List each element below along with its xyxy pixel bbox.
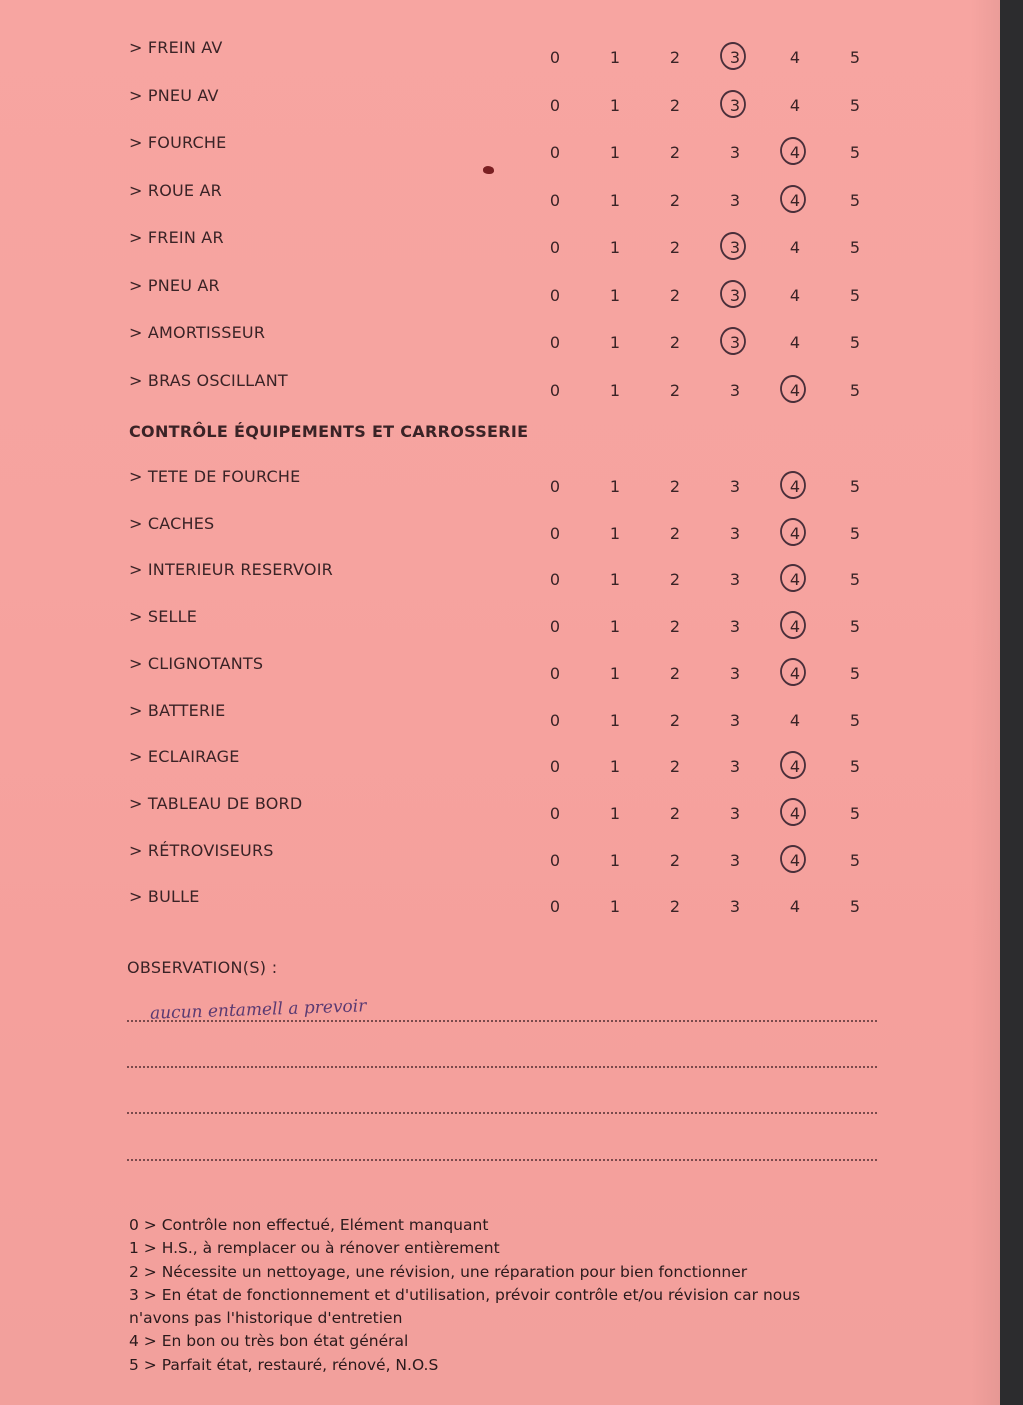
score-option: 3: [723, 94, 747, 118]
score-option: 2: [669, 48, 681, 67]
score-option: 0: [549, 897, 561, 917]
legend-line: 5 > Parfait état, restauré, rénové, N.O.S: [129, 1355, 439, 1374]
score-option: 4: [789, 95, 801, 115]
score-option: 5: [849, 617, 861, 637]
score-option: 1: [609, 143, 621, 162]
selected-score-circle: [718, 230, 747, 261]
score-option: 1: [609, 523, 621, 543]
checklist-item-label: > PNEU AV: [129, 85, 219, 105]
score-option: 0: [549, 570, 561, 590]
score-option: 2: [669, 95, 681, 115]
score-option: 5: [849, 570, 861, 590]
score-option: 0: [549, 238, 561, 257]
checklist-row: [0, 654, 1000, 686]
checklist-row: [0, 747, 1000, 779]
checklist-row: [0, 841, 1000, 873]
score-option: 0: [549, 95, 561, 115]
score-option: 2: [669, 143, 681, 162]
score-option: 4: [783, 522, 807, 546]
score-option: 4: [789, 333, 801, 352]
score-option: 3: [729, 897, 741, 917]
score-option: 4: [783, 475, 807, 499]
legend-line: 0 > Contrôle non effectué, Elément manquant: [129, 1216, 489, 1234]
score-option: 1: [609, 48, 621, 67]
selected-score-circle: [778, 563, 807, 594]
score-option: 2: [669, 617, 681, 637]
score-option: 2: [669, 757, 681, 777]
score-option: 5: [849, 710, 861, 730]
score-option: 0: [549, 523, 561, 543]
observations-handwritten-note: aucun entamell a prevoir: [149, 996, 367, 1024]
score-option: 4: [789, 48, 801, 67]
selected-score-circle: [778, 516, 807, 547]
score-option: 3: [729, 143, 741, 162]
score-option: 3: [723, 236, 747, 260]
score-option: 0: [549, 477, 561, 496]
score-option: 0: [549, 710, 561, 730]
score-option: 1: [609, 663, 621, 683]
score-option: 4: [783, 849, 807, 873]
score-option: 5: [849, 477, 861, 496]
score-option: 3: [729, 617, 741, 637]
score-option: 3: [729, 757, 741, 777]
checklist-row: [0, 514, 1000, 546]
score-option: 5: [849, 380, 861, 400]
score-option: 5: [849, 190, 861, 210]
score-option: 4: [783, 379, 807, 403]
checklist-row: [0, 276, 1000, 308]
score-option: 4: [789, 710, 801, 730]
score-option: 2: [669, 710, 681, 730]
score-option: 0: [549, 285, 561, 305]
checklist-item-label: > RÉTROVISEURS: [129, 840, 274, 860]
score-option: 2: [669, 190, 681, 210]
observation-line-3: [127, 1112, 877, 1114]
score-option: 5: [849, 285, 861, 305]
ink-stain: [483, 166, 494, 174]
checklist-item-label: > CACHES: [129, 513, 215, 533]
score-option: 1: [609, 850, 621, 870]
score-option: 4: [789, 285, 801, 305]
section-title: CONTRÔLE ÉQUIPEMENTS ET CARROSSERIE: [129, 422, 529, 441]
score-option: 2: [669, 285, 681, 305]
score-option: 5: [849, 663, 861, 683]
legend-line: 4 > En bon ou très bon état général: [129, 1332, 409, 1351]
checklist-row: [0, 560, 1000, 592]
score-option: 2: [669, 803, 681, 823]
selected-score-circle: [778, 135, 807, 166]
score-option: 5: [849, 850, 861, 870]
score-option: 4: [789, 897, 801, 917]
checklist-item-label: > FREIN AV: [129, 38, 223, 57]
score-option: 0: [549, 48, 561, 67]
checklist-item-label: > CLIGNOTANTS: [129, 653, 264, 673]
score-option: 3: [723, 284, 747, 308]
score-option: 2: [669, 333, 681, 352]
score-option: 1: [609, 477, 621, 496]
score-option: 1: [609, 285, 621, 305]
score-option: 3: [729, 570, 741, 590]
score-option: 3: [729, 710, 741, 730]
observation-line-1: [127, 1020, 877, 1022]
score-option: 0: [549, 143, 561, 162]
score-option: 0: [549, 803, 561, 823]
checklist-row: [0, 371, 1000, 403]
score-option: 1: [609, 570, 621, 590]
checklist-row: [0, 467, 1000, 499]
score-option: 5: [849, 333, 861, 352]
score-option: 5: [849, 95, 861, 115]
score-option: 3: [729, 850, 741, 870]
score-option: 1: [609, 757, 621, 777]
score-option: 2: [669, 570, 681, 590]
checklist-row: [0, 794, 1000, 826]
score-option: 3: [729, 523, 741, 543]
selected-score-circle: [718, 278, 747, 309]
legend-line: 3 > En état de fonctionnement et d'utilisation, prévoir contrôle et/ou révision car nous: [129, 1285, 801, 1304]
checklist-item-label: > INTERIEUR RESERVOIR: [129, 560, 333, 580]
score-option: 4: [783, 802, 807, 826]
score-option: 4: [789, 238, 801, 257]
checklist-item-label: > TETE DE FOURCHE: [129, 467, 301, 486]
page-edge-shadow: [970, 0, 1000, 1405]
score-option: 2: [669, 238, 681, 257]
score-option: 1: [609, 333, 621, 352]
score-option: 3: [729, 803, 741, 823]
legend-line: 1 > H.S., à remplacer ou à rénover entièrement: [129, 1239, 500, 1258]
selected-score-circle: [778, 796, 807, 827]
score-option: 5: [849, 757, 861, 777]
score-option: 0: [549, 663, 561, 683]
checklist-item-label: > BRAS OSCILLANT: [129, 370, 288, 390]
checklist-row: [0, 701, 1000, 733]
checklist-row: [0, 38, 1000, 70]
score-option: 0: [549, 617, 561, 637]
score-option: 4: [783, 755, 807, 779]
score-option: 1: [609, 95, 621, 115]
score-option: 1: [609, 803, 621, 823]
selected-score-circle: [778, 609, 807, 640]
checklist-item-label: > TABLEAU DE BORD: [129, 793, 303, 813]
score-option: 5: [849, 238, 861, 257]
score-option: 1: [609, 710, 621, 730]
checklist-row: [0, 228, 1000, 260]
score-option: 5: [849, 803, 861, 823]
score-option: 1: [609, 617, 621, 637]
score-option: 2: [669, 850, 681, 870]
selected-score-circle: [778, 469, 807, 500]
selected-score-circle: [778, 373, 807, 404]
score-option: 1: [609, 190, 621, 210]
checklist-item-label: > BULLE: [129, 887, 200, 907]
score-option: 2: [669, 897, 681, 917]
score-option: 4: [783, 189, 807, 213]
score-option: 5: [849, 523, 861, 543]
score-option: 5: [849, 897, 861, 917]
score-option: 0: [549, 190, 561, 210]
score-option: 1: [609, 380, 621, 400]
score-option: 2: [669, 663, 681, 683]
score-option: 5: [849, 48, 861, 67]
checklist-item-label: > SELLE: [129, 607, 198, 627]
score-option: 2: [669, 477, 681, 496]
checklist-item-label: > PNEU AR: [129, 275, 220, 295]
checklist-item-label: > BATTERIE: [129, 700, 226, 720]
score-option: 2: [669, 380, 681, 400]
checklist-item-label: > ECLAIRAGE: [129, 747, 240, 767]
observations-label: OBSERVATION(S) :: [127, 958, 278, 977]
checklist-row: [0, 323, 1000, 355]
rating-legend: [129, 1214, 869, 1377]
selected-score-circle: [778, 843, 807, 874]
score-option: 3: [729, 380, 741, 400]
checklist-item-label: > FREIN AR: [129, 228, 224, 247]
score-option: 3: [729, 190, 741, 210]
score-option: 0: [549, 850, 561, 870]
checklist-item-label: > FOURCHE: [129, 133, 227, 152]
score-option: 4: [783, 615, 807, 639]
selected-score-circle: [778, 750, 807, 781]
selected-score-circle: [718, 40, 747, 71]
selected-score-circle: [778, 656, 807, 687]
score-option: 2: [669, 523, 681, 543]
score-option: 0: [549, 333, 561, 352]
score-option: 3: [723, 46, 747, 70]
selected-score-circle: [778, 183, 807, 214]
score-option: 1: [609, 238, 621, 257]
legend-line: 2 > Nécessite un nettoyage, une révision, une réparation pour bien fonctionner: [129, 1262, 748, 1281]
observation-line-4: [127, 1159, 877, 1161]
score-option: 4: [783, 141, 807, 165]
score-option: 0: [549, 380, 561, 400]
score-option: 1: [609, 897, 621, 917]
legend-line: n'avons pas l'historique d'entretien: [129, 1309, 403, 1328]
score-option: 3: [729, 477, 741, 496]
checklist-row: [0, 86, 1000, 118]
checklist-item-label: > AMORTISSEUR: [129, 323, 266, 342]
score-option: 3: [723, 331, 747, 355]
score-option: 0: [549, 757, 561, 777]
score-option: 4: [783, 568, 807, 592]
selected-score-circle: [718, 325, 747, 356]
checklist-row: [0, 607, 1000, 639]
score-option: 4: [783, 662, 807, 686]
selected-score-circle: [718, 88, 747, 119]
checklist-row: [0, 887, 1000, 919]
score-option: 3: [729, 663, 741, 683]
score-option: 5: [849, 143, 861, 162]
checklist-row: [0, 133, 1000, 165]
observation-line-2: [127, 1066, 877, 1068]
checklist-row: [0, 181, 1000, 213]
checklist-item-label: > ROUE AR: [129, 180, 222, 200]
